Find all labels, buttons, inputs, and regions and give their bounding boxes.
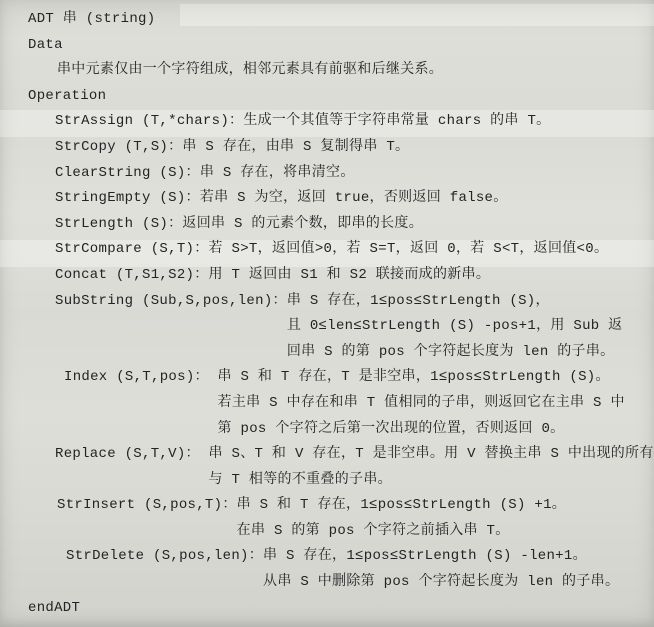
operation-clearstring: [55, 161, 650, 187]
operation-concat: [55, 263, 650, 289]
operation-signature: StrInsert (S,pos,T)：: [57, 497, 237, 514]
operation-keyword: Operation: [28, 87, 107, 104]
operation-description: [243, 109, 650, 135]
operation-description: [200, 186, 650, 212]
operation-strcopy: [55, 135, 650, 161]
operation-strassign: [55, 109, 650, 135]
operation-signature: StrCopy (T,S)：: [55, 138, 183, 155]
operation-description-line: 串 S 存在，由串 S 复制得串 T。: [182, 138, 410, 155]
endadt-keyword: endADT: [28, 599, 81, 616]
operation-signature: Index (S,T,pos)：: [64, 369, 218, 386]
operation-description-line: 且 0≤len≤StrLength (S) -pos+1，用 Sub 返: [286, 318, 623, 335]
operation-description: [237, 493, 650, 544]
operation-description-line: 串 S 和 T 存在，T 是非空串，1≤pos≤StrLength (S)。: [217, 369, 610, 386]
operation-description: [182, 212, 650, 238]
operation-strlength: [55, 212, 650, 238]
operation-signature: ClearString (S)：: [55, 164, 200, 181]
operation-description-line: 用 T 返回由 S1 和 S2 联接而成的新串。: [208, 266, 491, 283]
operation-description-line: 若串 S 为空，返回 true，否则返回 false。: [199, 190, 508, 207]
data-keyword: Data: [28, 36, 63, 53]
operation-description: [208, 442, 654, 493]
operation-description: [263, 544, 650, 595]
adt-title: ADT 串 (string): [28, 11, 156, 27]
data-description: 串中元素仅由一个字符组成，相邻元素具有前驱和后继关系。: [57, 62, 444, 79]
operation-description-line: 生成一个其值等于字符串常量 chars 的串 T。: [243, 113, 551, 130]
operation-description-line: 若主串 S 中存在和串 T 值相同的子串，则返回它在主串 S 中: [217, 394, 625, 411]
operation-signature: Replace (S,T,V)：: [55, 446, 209, 463]
operation-signature: StrCompare (S,T)：: [55, 241, 209, 258]
operation-description-line: 从串 S 中删除第 pos 个字符起长度为 len 的子串。: [263, 574, 620, 591]
operation-description: [209, 237, 650, 263]
operation-description-line: 回串 S 的第 pos 个字符起长度为 len 的子串。: [286, 343, 615, 360]
operation-signature: StrAssign (T,*chars)：: [55, 113, 244, 130]
operation-description: [200, 161, 650, 187]
operation-replace: [55, 442, 654, 493]
operation-description-line: 返回串 S 的元素个数，即串的长度。: [182, 215, 424, 232]
operation-strdelete: [66, 544, 650, 595]
operation-description: [182, 135, 650, 161]
operation-index: [64, 365, 650, 442]
operation-signature: StrLength (S)：: [55, 215, 183, 232]
operation-description-line: 串 S 存在，1≤pos≤StrLength (S)，: [286, 292, 550, 309]
operation-strcompare: [55, 237, 650, 263]
operation-description-line: 与 T 相等的不重叠的子串。: [208, 471, 392, 488]
operation-signature: Concat (T,S1,S2)：: [55, 266, 209, 283]
operation-signature: SubString (Sub,S,pos,len)：: [55, 292, 287, 309]
operation-strinsert: [57, 493, 650, 544]
operation-description-line: 在串 S 的第 pos 个字符之前插入串 T。: [236, 522, 510, 539]
operation-description-line: 串 S 存在，1≤pos≤StrLength (S) -len+1。: [263, 548, 587, 565]
operation-substring: [55, 289, 650, 366]
operation-signature: StringEmpty (S)：: [55, 190, 200, 207]
operation-description-line: 第 pos 个字符之后第一次出现的位置，否则返回 0。: [217, 420, 565, 437]
operation-description-line: 串 S、T 和 V 存在，T 是非空串。用 V 替换主串 S 中出现的所有: [208, 446, 654, 463]
operation-description-line: 若 S>T，返回值>0，若 S=T，返回 0，若 S<T，返回值<0。: [208, 241, 609, 258]
operation-description: [209, 263, 650, 289]
operation-description: [287, 289, 650, 366]
operation-stringempty: [55, 186, 650, 212]
operation-description-line: 串 S 存在，将串清空。: [199, 164, 355, 181]
operation-description: [218, 365, 650, 442]
operation-signature: StrDelete (S,pos,len)：: [66, 548, 264, 565]
operation-description-line: 串 S 和 T 存在，1≤pos≤StrLength (S) +1。: [236, 497, 567, 514]
